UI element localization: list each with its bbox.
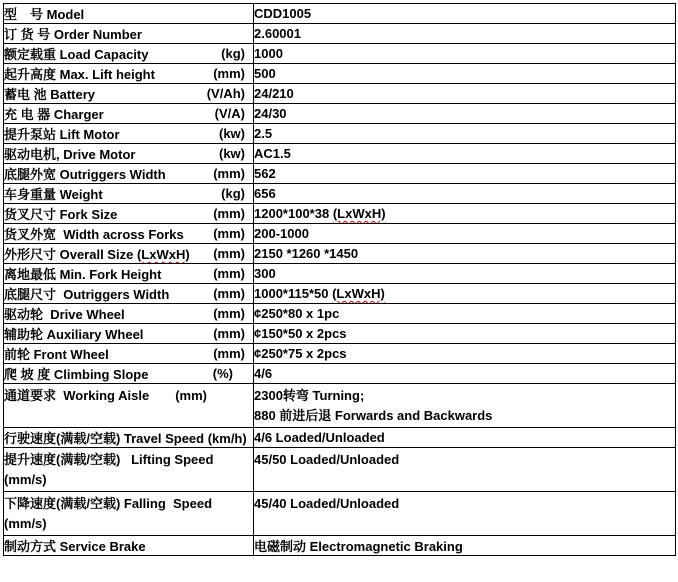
spec-value: 4/6 Loaded/Unloaded — [254, 430, 385, 445]
spec-value-spellcheck: (LxWxH) — [332, 286, 385, 301]
spec-label: 辅助轮 Auxiliary Wheel — [4, 327, 144, 342]
table-row — [4, 124, 676, 144]
spec-label-cell — [4, 264, 254, 284]
spec-label-cell — [4, 536, 254, 556]
spec-label: 外形尺寸 Overall Size — [4, 247, 137, 262]
spec-value-cell — [254, 264, 676, 284]
spec-value-cell — [254, 224, 676, 244]
table-row — [4, 492, 676, 536]
spec-value-cell — [254, 164, 676, 184]
spec-value: 1200*100*38 — [254, 206, 333, 221]
table-row — [4, 364, 676, 384]
spec-label: 底腿外宽 Outriggers Width — [4, 167, 166, 182]
spec-label: 订 货 号 Order Number — [4, 27, 142, 42]
spec-label-cell — [4, 24, 254, 44]
spec-value: 562 — [254, 166, 276, 181]
spec-value-cell — [254, 428, 676, 448]
spec-label: 离地最低 Min. Fork Height — [4, 267, 162, 282]
spec-value-cell — [254, 124, 676, 144]
spec-unit: (mm) — [213, 326, 245, 341]
spec-value: 24/210 — [254, 86, 294, 101]
spec-value: 2.60001 — [254, 26, 301, 41]
table-row — [4, 4, 676, 24]
spec-value-line2: 880 前进后退 Forwards and Backwards — [254, 408, 493, 423]
spec-unit: (mm) — [175, 388, 207, 403]
spec-label-cell — [4, 448, 254, 492]
spec-label-cell — [4, 384, 254, 428]
spec-value-cell — [254, 304, 676, 324]
spec-value: 500 — [254, 66, 276, 81]
spec-label: 行驶速度(满载/空载) Travel Speed (km/h) — [4, 431, 247, 446]
spec-label: 额定载重 Load Capacity — [4, 47, 149, 62]
spec-label: 提升速度(满载/空载) Lifting Speed — [4, 452, 214, 467]
spec-label-cell — [4, 64, 254, 84]
spec-value: 2.5 — [254, 126, 273, 141]
spec-label: 底腿尺寸 Outriggers Width — [4, 287, 170, 302]
spec-value-cell — [254, 184, 676, 204]
spec-label-cell — [4, 124, 254, 144]
spec-unit: (mm) — [213, 286, 245, 301]
spec-value: 24/30 — [254, 106, 287, 121]
spec-label-cell — [4, 344, 254, 364]
table-row — [4, 264, 676, 284]
spec-label-cell — [4, 324, 254, 344]
table-row — [4, 44, 676, 64]
spec-unit: (mm) — [213, 246, 245, 261]
spec-value: 300 — [254, 266, 276, 281]
spec-label-cell — [4, 104, 254, 124]
table-row — [4, 448, 676, 492]
spec-value-cell — [254, 284, 676, 304]
spec-label-cell — [4, 224, 254, 244]
spec-value-cell — [254, 344, 676, 364]
spec-value: 45/50 Loaded/Unloaded — [254, 452, 400, 467]
spec-unit: (kw) — [219, 126, 245, 141]
spec-unit: (kg) — [221, 46, 245, 61]
spec-value: CDD1005 — [254, 6, 312, 21]
spec-value: 4/6 — [254, 366, 273, 381]
spec-label-cell — [4, 204, 254, 224]
spec-value-cell — [254, 24, 676, 44]
spec-value-cell — [254, 4, 676, 24]
spec-value: 1000 — [254, 46, 283, 61]
spec-label-cell — [4, 244, 254, 264]
table-row — [4, 324, 676, 344]
spec-unit: (mm) — [213, 66, 245, 81]
spec-value: 656 — [254, 186, 276, 201]
spec-unit: (kg) — [221, 186, 245, 201]
spec-label-cell — [4, 44, 254, 64]
spec-label-cell — [4, 84, 254, 104]
table-row — [4, 24, 676, 44]
spec-value-spellcheck: (LxWxH) — [332, 206, 386, 221]
spec-label-cell — [4, 164, 254, 184]
spec-value: AC1.5 — [254, 146, 291, 161]
spec-unit: (mm) — [213, 226, 245, 241]
spec-value-cell — [254, 364, 676, 384]
table-row — [4, 244, 676, 264]
spec-label-line2: (mm/s) — [4, 516, 47, 531]
table-row — [4, 84, 676, 104]
spec-value: 200-1000 — [254, 226, 309, 241]
spec-label: 驱动轮 Drive Wheel — [4, 307, 125, 322]
spec-unit: (V/Ah) — [206, 86, 245, 101]
spec-value: 2300转弯 Turning; — [254, 388, 365, 403]
table-row — [4, 104, 676, 124]
spec-value-cell — [254, 492, 676, 536]
spec-value: ¢250*80 x 1pc — [254, 306, 340, 321]
spec-value-cell — [254, 84, 676, 104]
table-row — [4, 164, 676, 184]
spec-label: 前轮 Front Wheel — [4, 347, 109, 362]
spec-table-body — [4, 4, 676, 556]
table-row — [4, 224, 676, 244]
spec-unit: (mm) — [213, 346, 245, 361]
table-row — [4, 284, 676, 304]
table-row — [4, 428, 676, 448]
table-row — [4, 304, 676, 324]
spec-label: 货叉外宽 Width across Forks — [4, 227, 184, 242]
spec-label: 车身重量 Weight — [4, 187, 103, 202]
spec-unit: (%) — [212, 366, 233, 381]
spec-value: 电磁制动 Electromagnetic Braking — [254, 539, 463, 554]
spec-value: ¢150*50 x 2pcs — [254, 326, 347, 341]
spec-value: 45/40 Loaded/Unloaded — [254, 496, 400, 511]
table-row — [4, 64, 676, 84]
spec-value-cell — [254, 536, 676, 556]
spec-label-cell — [4, 492, 254, 536]
spec-value-cell — [254, 384, 676, 428]
spec-label-cell — [4, 284, 254, 304]
spec-value-cell — [254, 144, 676, 164]
spec-unit: (mm) — [213, 266, 245, 281]
spec-label-cell — [4, 428, 254, 448]
spec-value: 2150 *1260 *1450 — [254, 246, 359, 261]
spec-label-spellcheck: (LxWxH) — [136, 247, 190, 262]
spec-unit: (mm) — [213, 206, 245, 221]
spec-table — [3, 3, 676, 556]
table-row — [4, 184, 676, 204]
spec-label-cell — [4, 4, 254, 24]
spec-value-cell — [254, 448, 676, 492]
spec-label: 提升泵站 Lift Motor — [4, 127, 120, 142]
spec-label: 驱动电机, Drive Motor — [4, 147, 136, 162]
spec-value: ¢250*75 x 2pcs — [254, 346, 347, 361]
spec-value-cell — [254, 104, 676, 124]
spec-value-cell — [254, 204, 676, 224]
spec-label: 起升高度 Max. Lift height — [4, 67, 155, 82]
spec-label: 爬 坡 度 Climbing Slope — [4, 367, 149, 382]
table-row — [4, 384, 676, 428]
spec-unit: (kw) — [219, 146, 245, 161]
spec-label-cell — [4, 304, 254, 324]
spec-label: 下降速度(满载/空载) Falling Speed — [4, 496, 213, 511]
table-row — [4, 344, 676, 364]
spec-label: 型 号 Model — [4, 7, 85, 22]
spec-label-line2: (mm/s) — [4, 472, 47, 487]
spec-label: 制动方式 Service Brake — [4, 539, 146, 554]
spec-value-cell — [254, 44, 676, 64]
table-row — [4, 144, 676, 164]
spec-label: 货叉尺寸 Fork Size — [4, 207, 118, 222]
spec-label: 蓄电 池 Battery — [4, 87, 96, 102]
spec-label-cell — [4, 364, 254, 384]
spec-unit: (V/A) — [214, 106, 245, 121]
spec-label-cell — [4, 184, 254, 204]
spec-unit: (mm) — [213, 166, 245, 181]
table-row — [4, 204, 676, 224]
spec-value-cell — [254, 244, 676, 264]
spec-value-cell — [254, 64, 676, 84]
spec-label: 通道要求 Working Aisle — [4, 388, 150, 403]
spec-label-cell — [4, 144, 254, 164]
spec-value-cell — [254, 324, 676, 344]
table-row — [4, 536, 676, 556]
spec-label: 充 电 器 Charger — [4, 107, 104, 122]
spec-value: 1000*115*50 — [254, 286, 333, 301]
spec-unit: (mm) — [213, 306, 245, 321]
